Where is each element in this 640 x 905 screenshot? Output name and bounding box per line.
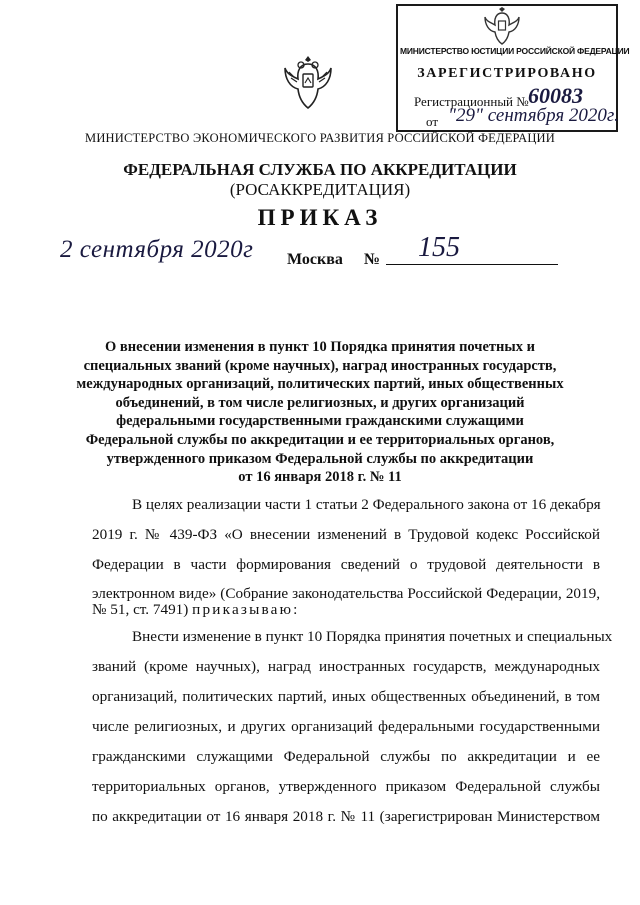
order-title: ПРИКАЗ [257,205,383,230]
body-line: числе религиозных, и других организаций федеральными государственными [92,718,600,735]
number-sign: № [364,251,381,268]
body-line: территориальных органов, утвержденного приказом Федеральной службы [92,778,600,795]
ministry-heading: МИНИСТЕРСТВО ЭКОНОМИЧЕСКОГО РАЗВИТИЯ РОССИЙСКОЙ ФЕДЕРАЦИИ [85,131,555,145]
body-line: гражданскими служащими Федеральной службы по аккредитации и ее [92,748,600,765]
stamp-date-label: от [426,114,439,129]
title-line: утвержденного приказом Федеральной службы по аккредитации [106,450,534,467]
title-line: О внесении изменения в пункт 10 Порядка принятия почетных и [105,339,535,355]
order-number-handwritten: 155 [418,232,460,263]
body-line: по аккредитации от 16 января 2018 г. № 11 (зарегистрирован Министерством [92,808,600,825]
order-city: Москва [287,251,343,268]
body-line-command [92,601,600,619]
command-word: приказываю: [192,601,300,618]
body-line: организаций, политических партий, иных общественных объединений, в том [92,688,600,705]
order-subject-title [70,338,570,487]
stamp-reg-number-label: Регистрационный № [414,94,529,109]
body-line: Федерации в части формирования сведений о трудовой деятельности в [92,556,600,573]
stamp-eagle-emblem-icon [484,7,520,45]
title-line: международных организаций, политических партий, иных общественных [76,376,564,393]
stamp-registered-text: ЗАРЕГИСТРИРОВАНО [417,66,597,81]
number-underline [386,264,558,265]
body-line: 2019 г. № 439-ФЗ «О внесении изменений в Трудовой кодекс Российской [92,526,600,543]
title-line: специальных званий (кроме научных), наград иностранных государств, [83,357,557,374]
body-line: электронном виде» (Собрание законодательства Российской Федерации, 2019, [92,585,600,602]
title-line: федеральными государственными гражданскими служащими [116,413,524,430]
body-line-prefix: № 51, ст. 7491) [92,601,189,618]
body-line: званий (кроме научных), наград иностранных государств, международных [92,658,600,675]
title-line: объединений, в том числе религиозных, и других организаций [115,394,525,411]
coat-of-arms-icon [283,54,333,110]
title-line: от 16 января 2018 г. № 11 [238,469,402,486]
stamp-reg-number-value: 60083 [528,83,583,108]
service-short-name: (РОСАККРЕДИТАЦИЯ) [229,180,411,199]
body-line: Внести изменение в пункт 10 Порядка принятия почетных и специальных [132,628,613,645]
order-date-handwritten: 2 сентября 2020г [60,236,254,263]
title-line: Федеральной службы по аккредитации и ее территориальных органов, [85,431,555,448]
stamp-ministry-text: МИНИСТЕРСТВО ЮСТИЦИИ РОССИЙСКОЙ ФЕДЕРАЦИИ [400,46,630,56]
service-heading: ФЕДЕРАЛЬНАЯ СЛУЖБА ПО АККРЕДИТАЦИИ [123,160,517,179]
stamp-date-value: "29" сентября 2020г. [448,105,619,126]
body-line: В целях реализации части 1 статьи 2 Федерального закона от 16 декабря [132,496,601,513]
